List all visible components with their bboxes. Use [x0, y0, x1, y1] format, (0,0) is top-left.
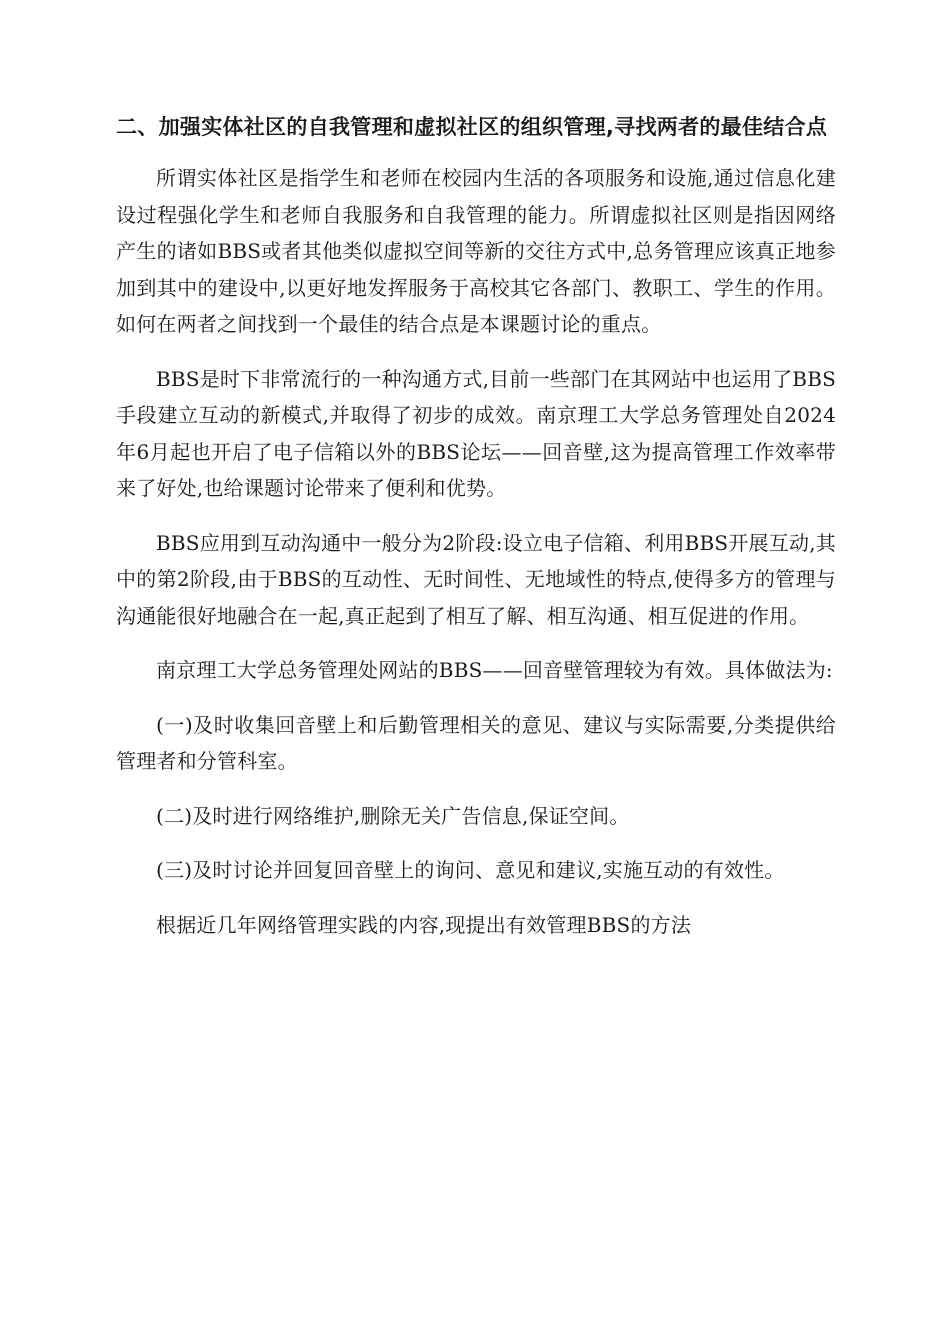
- paragraph-bbs-stages: BBS应用到互动沟通中一般分为2阶段:设立电子信箱、利用BBS开展互动,其中的第2阶段,由于BBS的互动性、无时间性、无地域性的特点,使得多方的管理与沟通能很好地融合在一起,真正起到了相互了解、相互沟通、相互促进的作用。: [116, 530, 836, 628]
- list-item-three: (三)及时讨论并回复回音壁上的询问、意见和建议,实施互动的有效性。: [156, 858, 785, 882]
- list-item-two: (二)及时进行网络维护,删除无关广告信息,保证空间。: [156, 803, 630, 828]
- section-heading: 二、加强实体社区的自我管理和虚拟社区的组织管理,寻找两者的最佳结合点: [116, 115, 828, 139]
- paragraph-practice-intro: 南京理工大学总务管理处网站的BBS——回音壁管理较为有效。具体做法为:: [156, 658, 833, 682]
- paragraph-virtual-community: 所谓实体社区是指学生和老师在校园内生活的各项服务和设施,通过信息化建设过程强化学生和老师自我服务和自我管理的能力。所谓虚拟社区则是指因网络产生的诸如BBS或者其他类似虚拟空间等新的交往方式中,总务管理应该真正地参加到其中的建设中,以更好地发挥服务于高校其它各部门、教职工、学生的作用。如何在两者之间找到一个最佳的结合点是本课题讨论的重点。: [116, 166, 836, 336]
- document-page: [116, 108, 836, 961]
- paragraph-methods-intro: 根据近几年网络管理实践的内容,现提出有效管理BBS的方法: [156, 912, 692, 937]
- paragraph-bbs-popularity: BBS是时下非常流行的一种沟通方式,目前一些部门在其网站中也运用了BBS手段建立互动的新模式,并取得了初步的成效。南京理工大学总务管理处自2024年6月起也开启了电子信箱以外的BBS论坛——回音壁,这为提高管理工作效率带来了好处,也给课题讨论带来了便利和优势。: [116, 366, 836, 500]
- list-item-one: (一)及时收集回音壁上和后勤管理相关的意见、建议与实际需要,分类提供给管理者和分管科室。: [116, 712, 836, 773]
